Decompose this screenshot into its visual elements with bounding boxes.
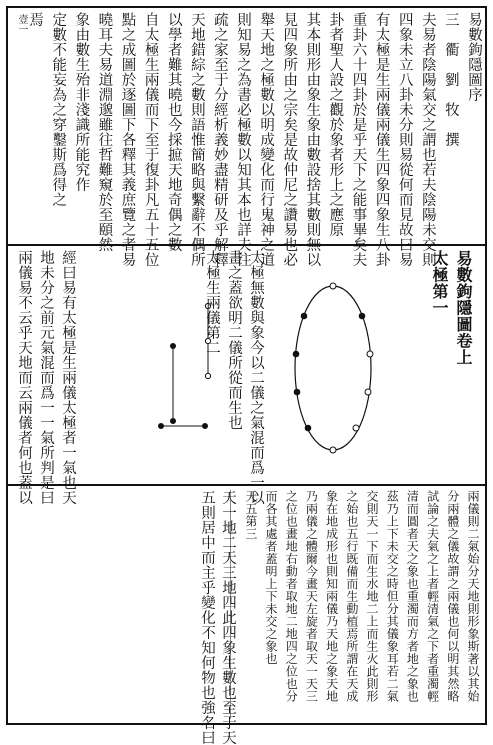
text-column: 定數不能妄為之穿鑿斯爲得之 bbox=[50, 12, 67, 207]
text-column: 四象未立八卦未分則易從何而見故曰易 bbox=[396, 12, 413, 267]
text-column: 曉耳夫易道淵邈雖往哲難窺於至頤然 bbox=[96, 12, 113, 252]
text-column: 之位也畫地右動者取地二地四之位也分 bbox=[284, 490, 299, 703]
text-column: 夫易者陰陽氣交之謂也若夫陰陽未交則 bbox=[419, 12, 436, 267]
ring-dot bbox=[301, 313, 308, 320]
text-column: 象由數生殆非淺識所能究作 bbox=[73, 12, 90, 192]
text-column: 五則居中而主乎變化不知何物也強名曰 bbox=[199, 490, 215, 745]
text-column: 天五第三 bbox=[243, 490, 258, 540]
volume-one-section bbox=[8, 246, 485, 505]
book-page bbox=[6, 6, 487, 745]
ring-dot bbox=[365, 389, 371, 395]
text-column: 太極生兩儀第二 bbox=[204, 250, 220, 355]
ring-dot bbox=[305, 425, 312, 432]
text-column: 點之成圖於逐圖下各釋其義庶覽之者易 bbox=[119, 12, 136, 267]
text-column: 乃兩儀之體爾今畫天左旋者取天一天三 bbox=[304, 490, 319, 703]
two-modes-diagram bbox=[153, 296, 233, 446]
ring-dot bbox=[359, 313, 366, 320]
text-column: 交則天一下而生水地二上而生火此則形 bbox=[365, 490, 379, 703]
text-column: 地未分之前元氣混而爲一一氣所判是曰 bbox=[38, 250, 54, 505]
text-column: 茲乃上下未交之時但分其儀象耳若二氣 bbox=[385, 490, 400, 703]
text-column: 太極無數與象今以二儀之氣混而爲一以 bbox=[248, 250, 264, 505]
text-column: 天一地二天三地四此四象生數也至于天 bbox=[220, 490, 236, 745]
text-column: 則知易之為書必極數以知其本也詳夫注 bbox=[235, 12, 251, 267]
ring-dot bbox=[294, 389, 301, 396]
page-folio: 壹一 bbox=[16, 14, 27, 34]
earth-dot bbox=[202, 423, 208, 429]
text-column: 兩儀易不云乎天地而云兩儀者何也蓋以 bbox=[16, 250, 32, 505]
text-column: 天地錯綜之數則語惟簡略與繫辭不偶所 bbox=[188, 12, 205, 267]
commentary-section bbox=[8, 486, 485, 745]
text-column: 疏之家至于分經析義妙盡精研及乎解釋 bbox=[211, 12, 228, 267]
ring-dot bbox=[293, 351, 300, 358]
text-column: 焉 bbox=[27, 12, 44, 27]
text-column: 經曰易有太極是生兩儀太極者一氣也天 bbox=[60, 250, 76, 505]
taiji-diagram bbox=[278, 268, 388, 468]
text-column: 太極第一 bbox=[430, 250, 449, 316]
text-column: 其本則形由象生象由數設捨其數則無以 bbox=[304, 12, 321, 267]
text-column: 易數鉤隱圖序 bbox=[466, 12, 482, 102]
earth-dot bbox=[170, 418, 176, 424]
preface-section bbox=[8, 8, 485, 267]
text-column: 而各其處者蓋明上下未交之象也 bbox=[264, 490, 278, 665]
text-column: 清而圓者天之象也重濁而方者地之象也 bbox=[405, 490, 420, 703]
text-column: 象在地成形也則知兩儀乃天地之象天地 bbox=[324, 490, 339, 703]
text-column: 有太極是生兩儀兩儀生四象四象生八卦 bbox=[373, 12, 390, 267]
ring-dot bbox=[330, 283, 336, 289]
text-column: 自太極生兩儀而下至于復卦凡五十五位 bbox=[142, 12, 159, 267]
text-column: 試論之夫氣之上者輕清氣之下者重濁輕 bbox=[425, 490, 440, 703]
text-column: 易數鉤隱圖卷上 bbox=[454, 250, 473, 366]
earth-dot bbox=[170, 343, 176, 349]
text-column: 分兩體之儀故謂之兩儀也何以明其然略 bbox=[445, 490, 460, 703]
ring-dot bbox=[330, 447, 336, 453]
earth-dot bbox=[158, 423, 164, 429]
text-column: 舉天地之極數以明成變化而行鬼神之道 bbox=[258, 12, 275, 267]
text-column: 重卦六十四卦於是乎天下之能事畢矣夫 bbox=[350, 12, 367, 267]
text-column: 見四象所由之宗矣是故仲尼之讚易也必 bbox=[281, 12, 298, 267]
text-column: 三 衢 劉 牧 撰 bbox=[442, 12, 459, 147]
ring-dot bbox=[367, 351, 373, 357]
heaven-dot bbox=[205, 373, 210, 378]
text-column: 兩儀則二氣始分天地則形象斯著以其始 bbox=[466, 490, 480, 703]
text-column: 畫之蓋欲明二儀所從而生也 bbox=[226, 250, 242, 430]
text-column: 卦者聖人設之觀於象者形上之應原 bbox=[327, 12, 344, 237]
text-column: 之始也五行既備而生動植焉所謂在天成 bbox=[344, 490, 359, 703]
text-column: 以學者難其曉也今採摭天地奇偶之數 bbox=[165, 12, 182, 252]
ring-dot bbox=[353, 425, 359, 431]
